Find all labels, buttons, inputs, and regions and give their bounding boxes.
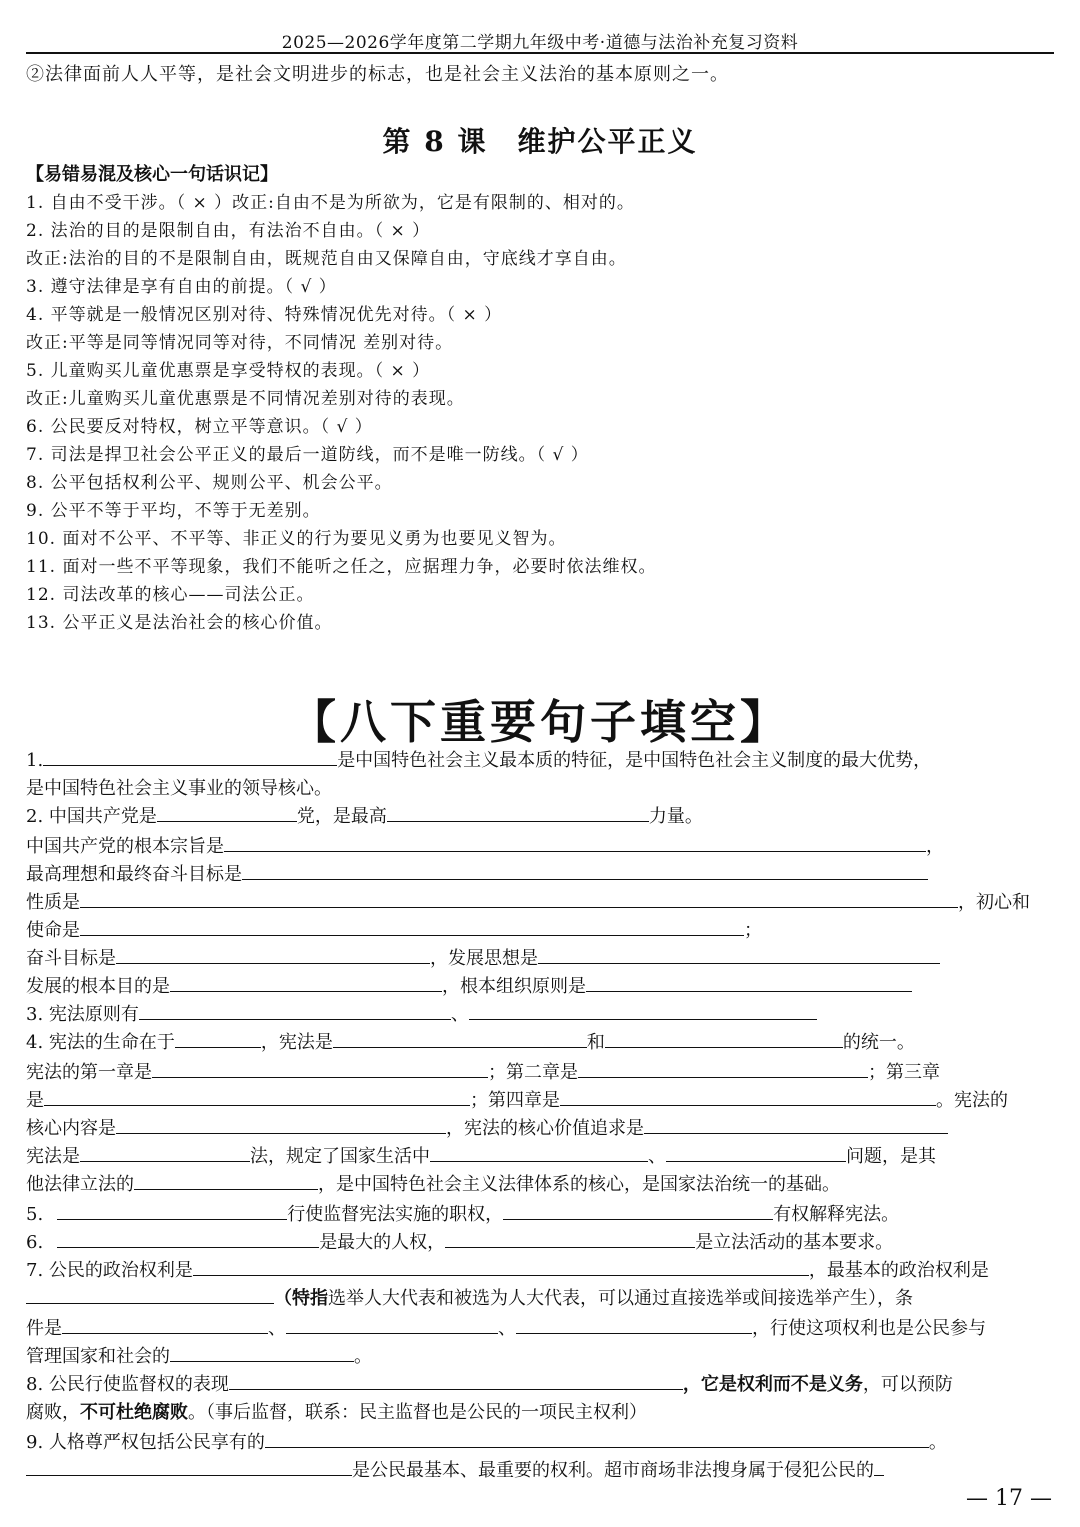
answer-blank[interactable] bbox=[26, 1457, 352, 1476]
list-item: 13. 公平正义是法治社会的核心价值。 bbox=[26, 613, 333, 633]
question-7-line-1: 7. 公民的政治权利是 ，最基本的政治权利是 bbox=[26, 1256, 989, 1282]
list-item: 5. 儿童购买儿童优惠票是享受特权的表现。（ × ） bbox=[26, 361, 431, 381]
answer-blank[interactable] bbox=[224, 833, 926, 852]
question-1-line-2: 是中国特色社会主义事业的领导核心。 bbox=[26, 778, 332, 799]
list-item: 7. 司法是捍卫社会公平正义的最后一道防线，而不是唯一防线。（ √ ） bbox=[26, 445, 589, 465]
header-rule bbox=[26, 52, 1054, 54]
answer-blank[interactable] bbox=[229, 1371, 683, 1390]
answer-blank[interactable] bbox=[333, 1029, 587, 1048]
list-item: 8. 公平包括权利公平、规则公平、机会公平。 bbox=[26, 473, 393, 493]
question-4-line-5: 宪法是 法，规定了国家生活中 、 问题，是其 bbox=[26, 1142, 936, 1168]
answer-blank[interactable] bbox=[116, 1115, 446, 1134]
answer-blank[interactable] bbox=[666, 1143, 846, 1162]
list-item: 3. 遵守法律是享有自由的前提。（ √ ） bbox=[26, 277, 337, 297]
answer-blank[interactable] bbox=[578, 1059, 868, 1078]
question-4-line-4: 核心内容是 ，宪法的核心价值追求是 bbox=[26, 1114, 948, 1140]
answer-blank[interactable] bbox=[586, 973, 912, 992]
lesson-title: 第 8 课 维护公平正义 bbox=[382, 125, 698, 158]
answer-blank[interactable] bbox=[62, 1315, 268, 1334]
header-title: 2025—2026学年度第二学期九年级中考·道德与法治补充复习资料 bbox=[281, 33, 799, 53]
question-2-line-1: 2. 中国共产党是 党，是最高 力量。 bbox=[26, 802, 703, 828]
answer-blank[interactable] bbox=[469, 1001, 817, 1020]
answer-blank[interactable] bbox=[80, 1143, 250, 1162]
answer-blank[interactable] bbox=[538, 945, 940, 964]
question-2-line-4: 性质是 ，初心和 bbox=[26, 888, 1030, 914]
page-number: — 17 — bbox=[966, 1486, 1052, 1511]
answer-blank[interactable] bbox=[116, 945, 430, 964]
answer-blank[interactable] bbox=[57, 1201, 287, 1220]
list-item: 10. 面对不公平、不平等、非正义的行为要见义勇为也要见义智为。 bbox=[26, 529, 567, 549]
answer-blank[interactable] bbox=[516, 1315, 752, 1334]
list-item: 11. 面对一些不平等现象，我们不能听之任之，应据理力争，必要时依法维权。 bbox=[26, 557, 657, 577]
answer-blank[interactable] bbox=[430, 1143, 648, 1162]
list-item: 改正:平等是同等情况同等对待，不同情况 差别对待。 bbox=[26, 333, 454, 353]
answer-blank[interactable] bbox=[242, 861, 928, 880]
question-2-line-2: 中国共产党的根本宗旨是 ， bbox=[26, 832, 944, 858]
answer-blank[interactable] bbox=[503, 1201, 773, 1220]
question-7-line-2: （特指选举人大代表和被选为人大代表，可以通过直接选举或间接选举产生），条 bbox=[26, 1284, 913, 1310]
answer-blank[interactable] bbox=[157, 803, 297, 822]
answer-blank[interactable] bbox=[175, 1029, 261, 1048]
question-4-line-1: 4. 宪法的生命在于 ，宪法是 和 的统一。 bbox=[26, 1028, 915, 1054]
answer-blank[interactable] bbox=[644, 1115, 948, 1134]
question-9-line-2: 是公民最基本、最重要的权利。超市商场非法搜身属于侵犯公民的 bbox=[26, 1456, 884, 1482]
answer-blank[interactable] bbox=[560, 1087, 936, 1106]
question-6: 6. 是最大的人权， 是立法活动的基本要求。 bbox=[26, 1228, 893, 1254]
answer-blank[interactable] bbox=[193, 1257, 809, 1276]
answer-blank[interactable] bbox=[44, 1087, 470, 1106]
memo-heading: 【易错易混及核心一句话识记】 bbox=[26, 164, 278, 185]
question-2-line-7: 发展的根本目的是 ，根本组织原则是 bbox=[26, 972, 912, 998]
answer-blank[interactable] bbox=[170, 973, 442, 992]
question-2-line-5: 使命是 ； bbox=[26, 916, 762, 942]
question-3: 3. 宪法原则有 、 bbox=[26, 1000, 817, 1026]
answer-blank[interactable] bbox=[874, 1457, 884, 1476]
question-1-line-1: 1. 是中国特色社会主义最本质的特征，是中国特色社会主义制度的最大优势， bbox=[26, 746, 931, 772]
answer-blank[interactable] bbox=[170, 1343, 354, 1362]
list-item: 4. 平等就是一般情况区别对待、特殊情况优先对待。（ × ） bbox=[26, 305, 503, 325]
answer-blank[interactable] bbox=[286, 1315, 498, 1334]
question-2-line-6: 奋斗目标是 ，发展思想是 bbox=[26, 944, 940, 970]
intro-line: ②法律面前人人平等，是社会文明进步的标志，也是社会主义法治的基本原则之一。 bbox=[26, 64, 729, 85]
question-8-line-2: 腐败，不可杜绝腐败。（事后监督，联系：民主监督也是公民的一项民主权利） bbox=[26, 1402, 647, 1423]
question-4-line-3: 是 ；第四章是 。宪法的 bbox=[26, 1086, 1008, 1112]
answer-blank[interactable] bbox=[26, 1285, 274, 1304]
answer-blank[interactable] bbox=[387, 803, 649, 822]
question-5: 5. 行使监督宪法实施的职权， 有权解释宪法。 bbox=[26, 1200, 899, 1226]
question-7-line-3: 件是 、 、 ，行使这项权利也是公民参与 bbox=[26, 1314, 986, 1340]
question-4-line-2: 宪法的第一章是 ；第二章是 ；第三章 bbox=[26, 1058, 940, 1084]
list-item: 9. 公平不等于平均，不等于无差别。 bbox=[26, 501, 321, 521]
list-item: 6. 公民要反对特权，树立平等意识。（ √ ） bbox=[26, 417, 373, 437]
answer-blank[interactable] bbox=[80, 917, 744, 936]
list-item: 12. 司法改革的核心——司法公正。 bbox=[26, 585, 315, 605]
answer-blank[interactable] bbox=[134, 1171, 318, 1190]
answer-blank[interactable] bbox=[152, 1059, 488, 1078]
answer-blank[interactable] bbox=[605, 1029, 843, 1048]
question-2-line-3: 最高理想和最终奋斗目标是 bbox=[26, 860, 928, 886]
answer-blank[interactable] bbox=[445, 1229, 695, 1248]
answer-blank[interactable] bbox=[43, 747, 337, 766]
list-item: 改正:法治的目的不是限制自由，既规范自由又保障自由，守底线才享自由。 bbox=[26, 249, 627, 269]
section-title: 【八下重要句子填空】 bbox=[290, 695, 790, 749]
question-7-line-4: 管理国家和社会的 。 bbox=[26, 1342, 372, 1368]
answer-blank[interactable] bbox=[265, 1429, 929, 1448]
list-item: 改正:儿童购买儿童优惠票是不同情况差别对待的表现。 bbox=[26, 389, 465, 409]
question-9-line-1: 9. 人格尊严权包括公民享有的 。 bbox=[26, 1428, 947, 1454]
list-item: 2. 法治的目的是限制自由，有法治不自由。（ × ） bbox=[26, 221, 431, 241]
question-8-line-1: 8. 公民行使监督权的表现 ，它是权利而不是义务，可以预防 bbox=[26, 1370, 953, 1396]
answer-blank[interactable] bbox=[139, 1001, 451, 1020]
answer-blank[interactable] bbox=[57, 1229, 319, 1248]
list-item: 1. 自由不受干涉。（ × ）改正:自由不是为所欲为，它是有限制的、相对的。 bbox=[26, 193, 635, 213]
answer-blank[interactable] bbox=[80, 889, 958, 908]
question-4-line-6: 他法律立法的 ，是中国特色社会主义法律体系的核心，是国家法治统一的基础。 bbox=[26, 1170, 840, 1196]
